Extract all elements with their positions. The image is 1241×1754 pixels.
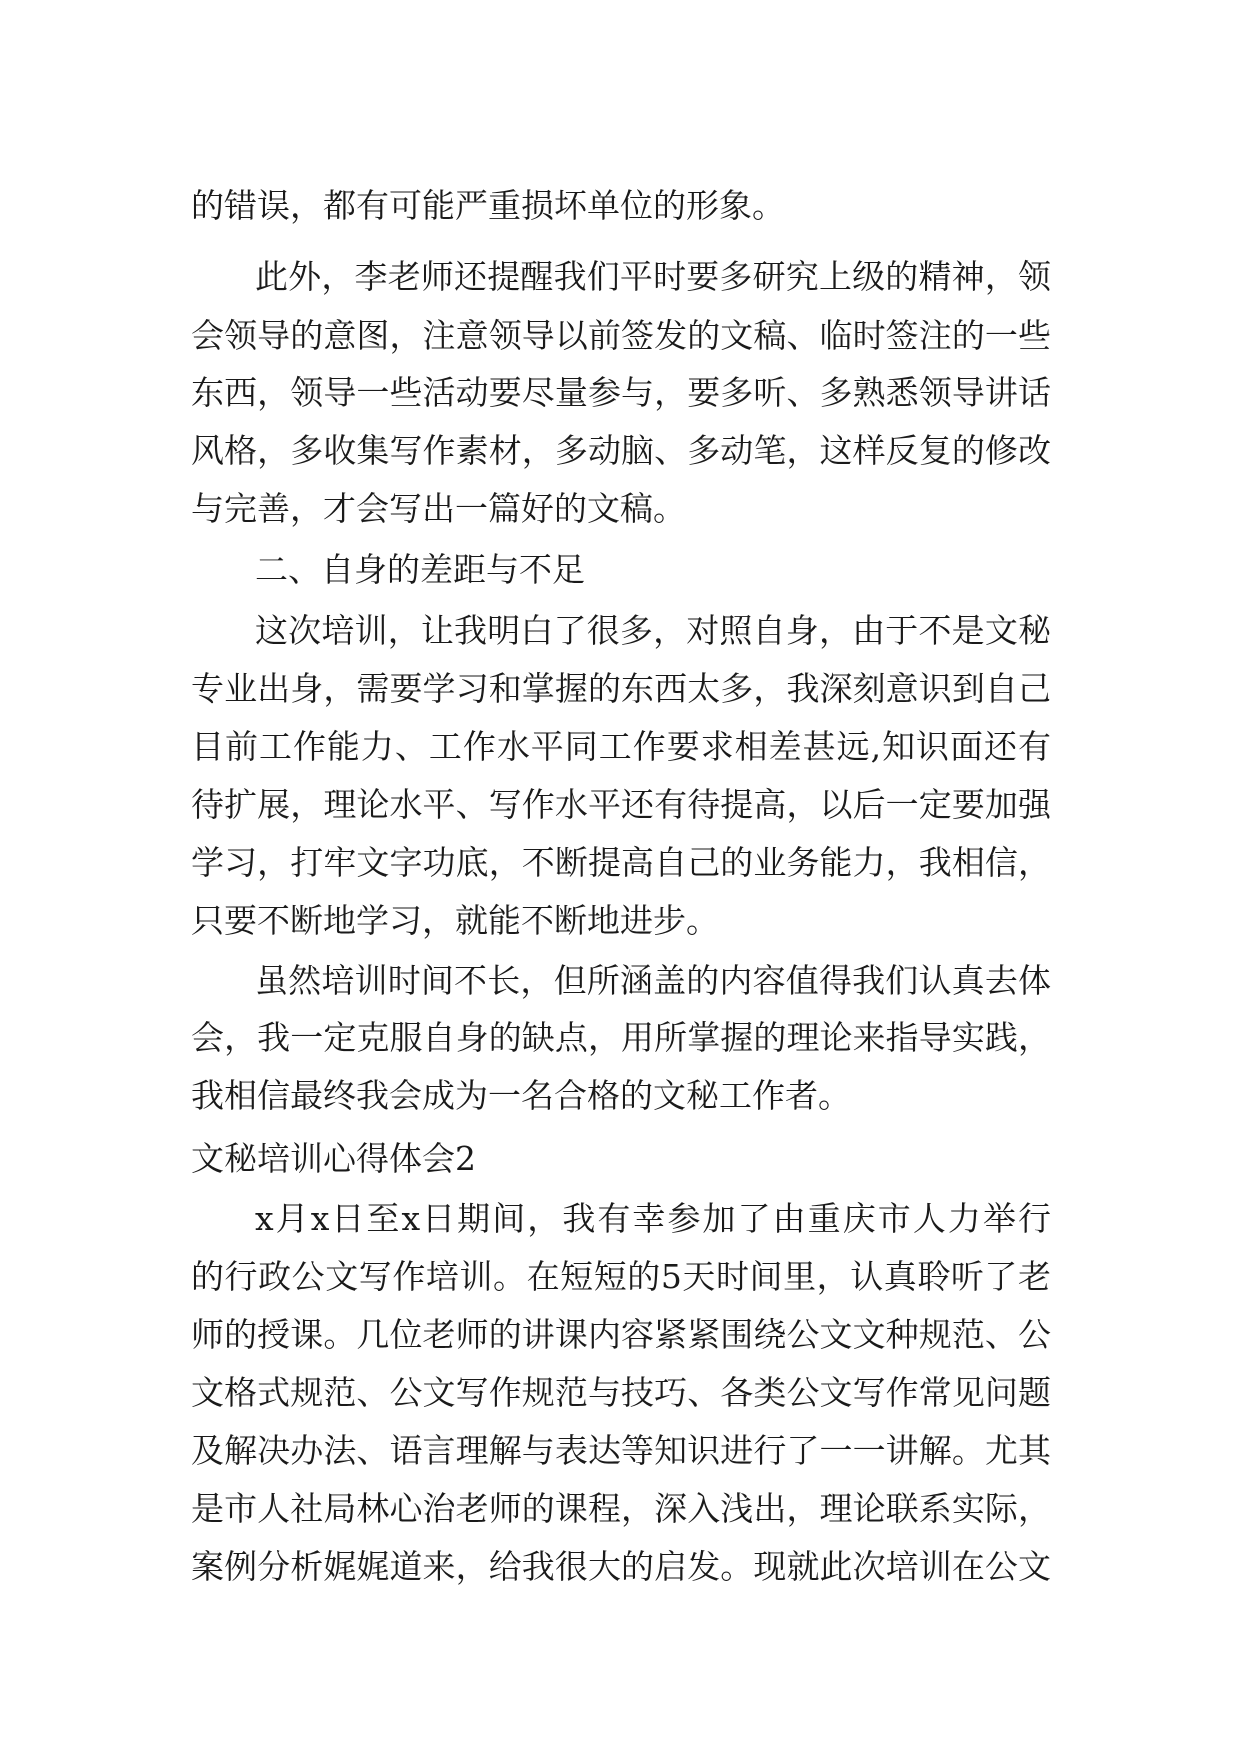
text-line: 案例分析娓娓道来，给我很大的启发。现就此次培训在公文 — [191, 1547, 1051, 1586]
text-line: 风格，多收集写作素材，多动脑、多动笔，这样反复的修改 — [191, 431, 1051, 470]
section-heading: 二、自身的差距与不足 — [255, 550, 585, 589]
document-title: 文秘培训心得体会2 — [191, 1139, 476, 1178]
text-line: 会领导的意图，注意领导以前签发的文稿、临时签注的一些 — [191, 316, 1051, 355]
text-line: 专业出身，需要学习和掌握的东西太多，我深刻意识到自己 — [191, 669, 1051, 708]
text-line: 会，我一定克服自身的缺点，用所掌握的理论来指导实践， — [191, 1018, 1051, 1057]
text-line: 与完善，才会写出一篇好的文稿。 — [191, 489, 686, 528]
text-line: 只要不断地学习，就能不断地进步。 — [191, 901, 719, 940]
text-line: x月x日至x日期间，我有幸参加了由重庆市人力举行 — [255, 1199, 1051, 1238]
text-line: 师的授课。几位老师的讲课内容紧紧围绕公文文种规范、公 — [191, 1315, 1051, 1354]
text-line: 的错误，都有可能严重损坏单位的形象。 — [191, 186, 785, 225]
text-line: 目前工作能力、工作水平同工作要求相差甚远,知识面还有 — [191, 727, 1051, 766]
text-line: 文格式规范、公文写作规范与技巧、各类公文写作常见问题 — [191, 1373, 1051, 1412]
text-line: 及解决办法、语言理解与表达等知识进行了一一讲解。尤其 — [191, 1431, 1051, 1470]
text-line: 东西，领导一些活动要尽量参与，要多听、多熟悉领导讲话 — [191, 373, 1051, 412]
text-line: 学习，打牢文字功底，不断提高自己的业务能力，我相信， — [191, 843, 1051, 882]
text-line: 此外，李老师还提醒我们平时要多研究上级的精神，领 — [255, 257, 1051, 296]
text-line: 是市人社局林心治老师的课程，深入浅出，理论联系实际， — [191, 1489, 1051, 1528]
text-line: 待扩展，理论水平、写作水平还有待提高，以后一定要加强 — [191, 785, 1051, 824]
text-line: 这次培训，让我明白了很多，对照自身，由于不是文秘 — [255, 611, 1051, 650]
text-line: 的行政公文写作培训。在短短的5天时间里，认真聆听了老 — [191, 1257, 1051, 1296]
text-line: 我相信最终我会成为一名合格的文秘工作者。 — [191, 1076, 851, 1115]
text-line: 虽然培训时间不长，但所涵盖的内容值得我们认真去体 — [255, 961, 1051, 1000]
